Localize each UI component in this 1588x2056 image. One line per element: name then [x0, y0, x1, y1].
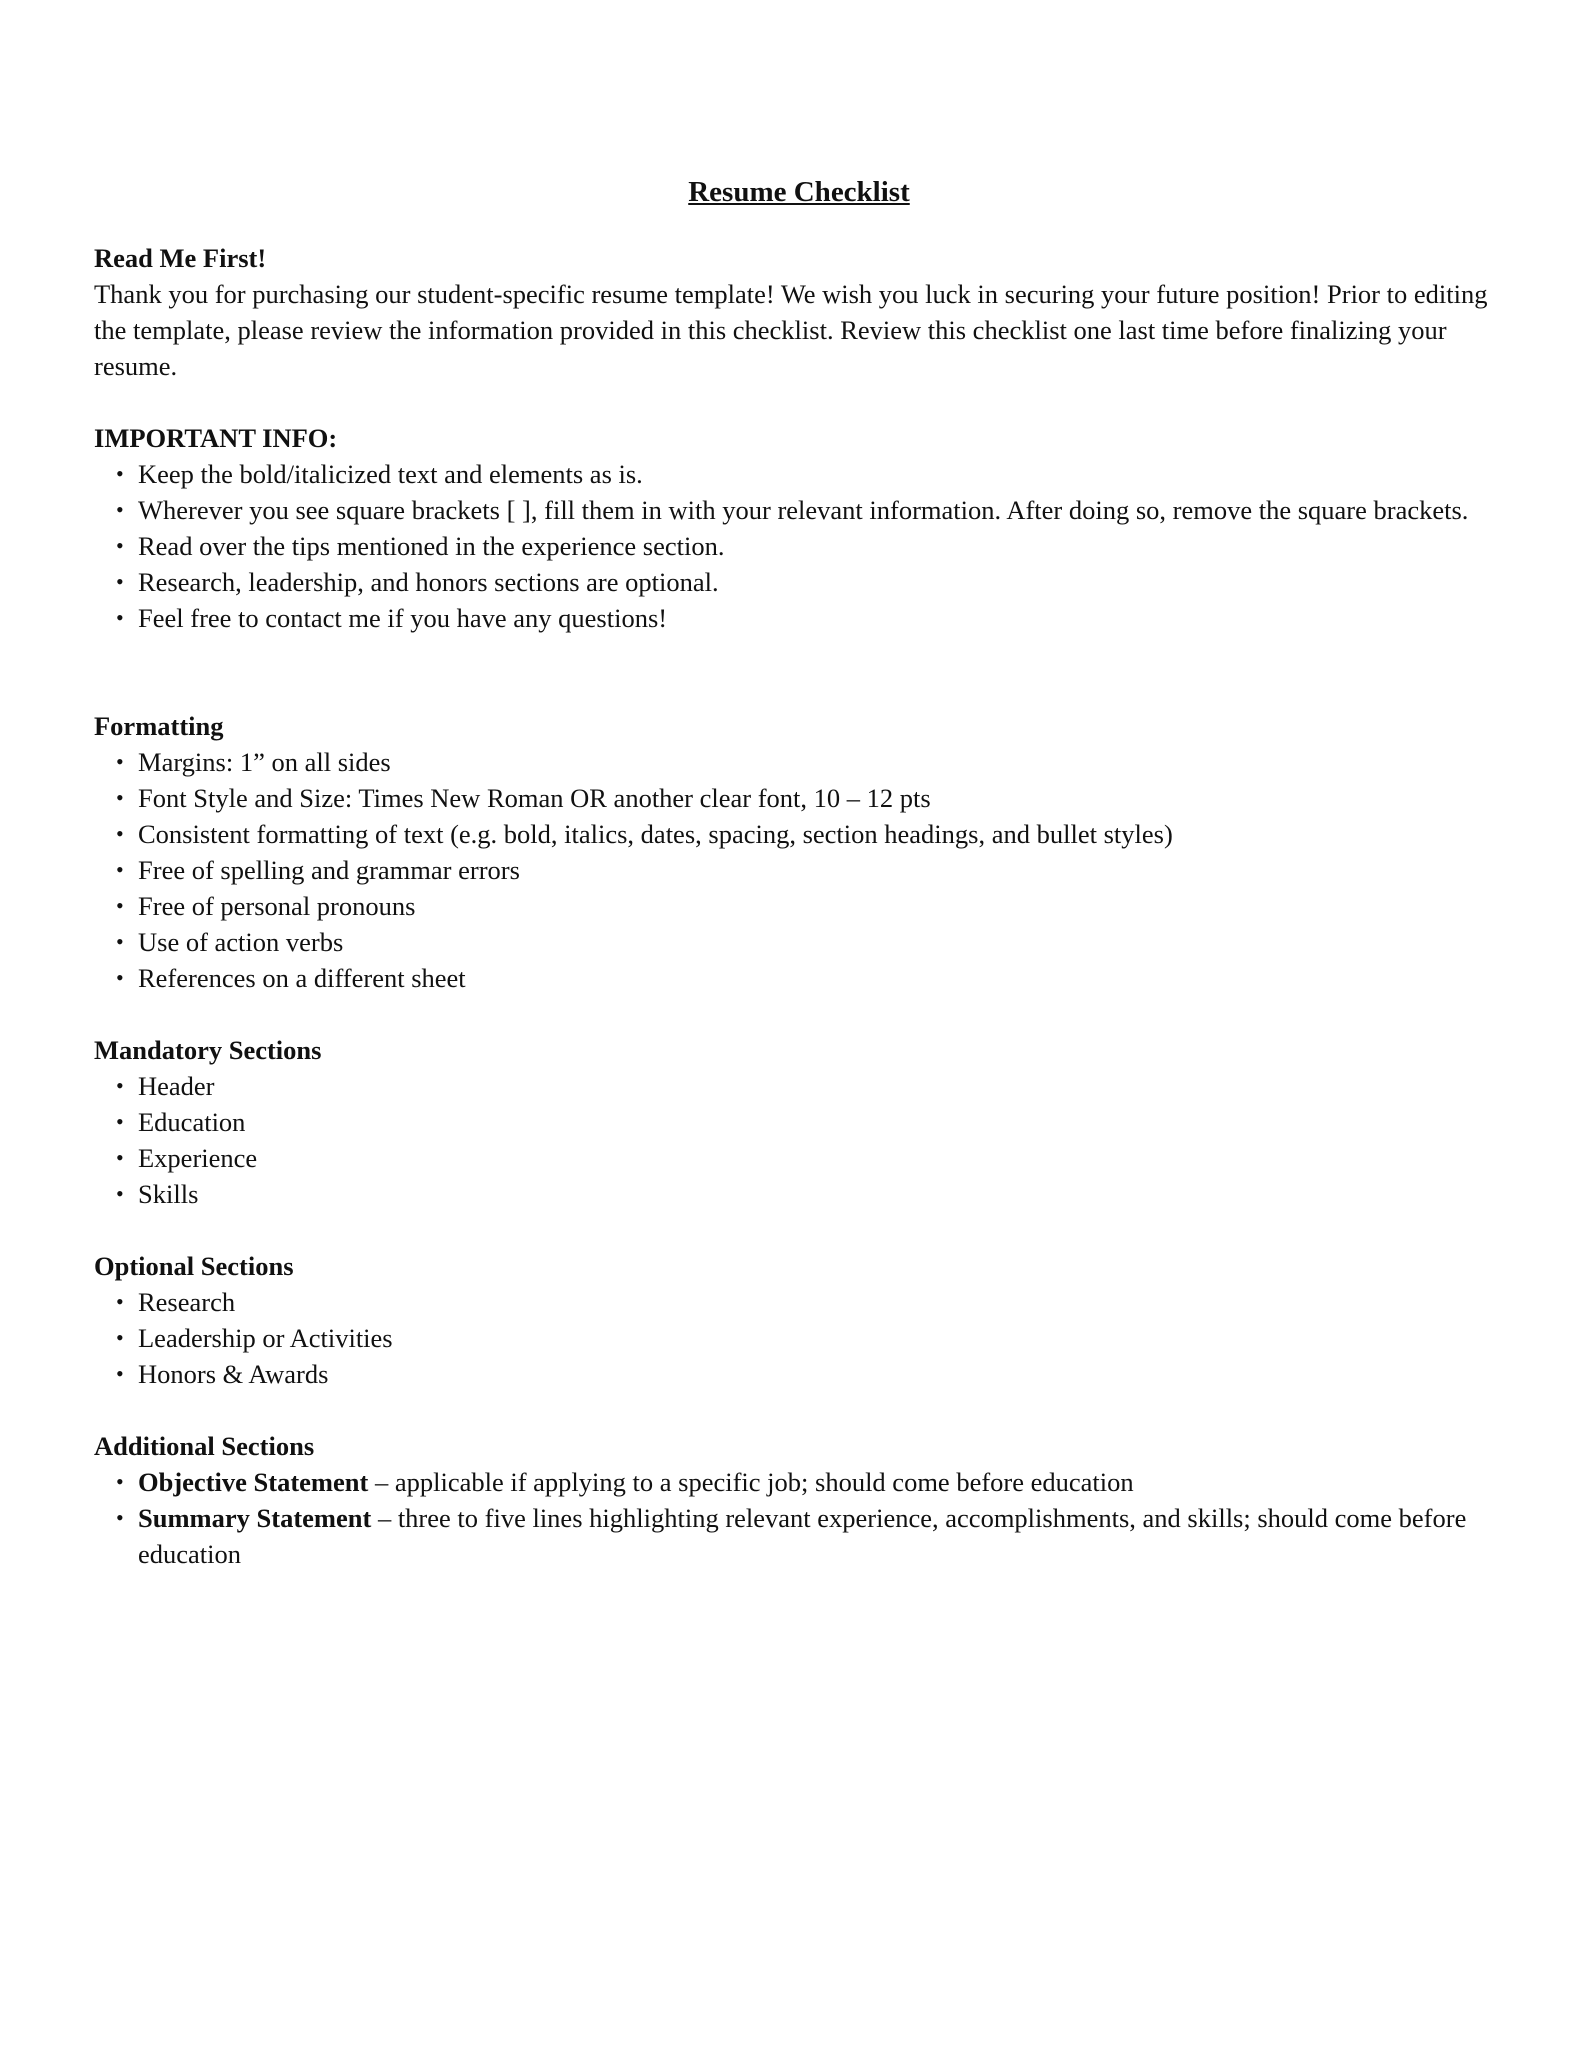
list-item — [94, 1284, 1504, 1320]
bullet-icon: • — [116, 461, 124, 486]
list-item-term: Summary Statement — [138, 1503, 372, 1533]
mandatory-section — [94, 1032, 1504, 1212]
document-content — [94, 172, 1504, 1572]
bullet-icon: • — [116, 1469, 124, 1494]
bullet-icon: • — [116, 1109, 124, 1134]
additional-heading: Additional Sections — [94, 1431, 315, 1461]
formatting-heading: Formatting — [94, 711, 224, 741]
list-item — [94, 888, 1504, 924]
list-item — [94, 1464, 1504, 1500]
list-item — [94, 1320, 1504, 1356]
bullet-icon: • — [116, 965, 124, 990]
important-heading: IMPORTANT INFO: — [94, 423, 338, 453]
formatting-list — [94, 744, 1504, 996]
list-item-text: Margins: 1” on all sides — [138, 747, 391, 777]
list-item-text: Leadership or Activities — [138, 1323, 393, 1353]
list-item-text: Header — [138, 1071, 215, 1101]
bullet-icon: • — [116, 1505, 124, 1530]
read-me-paragraph: Thank you for purchasing our student-specific resume template! We wish you luck in securing your future position! Prior to editing the template, please review the information provided in this checklist. Review this checklist one last time before finalizing your resume. — [94, 279, 1488, 381]
list-item — [94, 492, 1504, 528]
list-item-text: Research — [138, 1287, 236, 1317]
read-me-heading: Read Me First! — [94, 243, 267, 273]
additional-section — [94, 1428, 1504, 1572]
list-item — [94, 1068, 1504, 1104]
bullet-icon: • — [116, 569, 124, 594]
bullet-icon: • — [116, 749, 124, 774]
list-item-text: Education — [138, 1107, 246, 1137]
important-section — [94, 420, 1504, 636]
bullet-icon: • — [116, 1073, 124, 1098]
list-item — [94, 924, 1504, 960]
list-item-text: Keep the bold/italicized text and elements as is. — [138, 459, 643, 489]
bullet-icon: • — [116, 1181, 124, 1206]
additional-list — [94, 1464, 1504, 1572]
read-me-section — [94, 240, 1504, 384]
list-item — [94, 1176, 1504, 1212]
list-item-term: Objective Statement — [138, 1467, 369, 1497]
list-item-text: References on a different sheet — [138, 963, 466, 993]
list-item — [94, 600, 1504, 636]
list-item — [94, 1140, 1504, 1176]
mandatory-list — [94, 1068, 1504, 1212]
list-item — [94, 780, 1504, 816]
list-item — [94, 1500, 1504, 1572]
bullet-icon: • — [116, 1325, 124, 1350]
list-item — [94, 960, 1504, 996]
optional-heading: Optional Sections — [94, 1251, 294, 1281]
optional-section — [94, 1248, 1504, 1392]
list-item-text: Free of spelling and grammar errors — [138, 855, 520, 885]
important-list — [94, 456, 1504, 636]
list-item-text: Experience — [138, 1143, 258, 1173]
bullet-icon: • — [116, 785, 124, 810]
bullet-icon: • — [116, 893, 124, 918]
list-item — [94, 852, 1504, 888]
list-item-text: Read over the tips mentioned in the experience section. — [138, 531, 725, 561]
list-item-text: Research, leadership, and honors sections are optional. — [138, 567, 719, 597]
bullet-icon: • — [116, 929, 124, 954]
list-item — [94, 528, 1504, 564]
list-item-text: Use of action verbs — [138, 927, 344, 957]
bullet-icon: • — [116, 497, 124, 522]
list-item-text: – three to five lines highlighting relevant experience, accomplishments, and skills; should come before education — [138, 1503, 1467, 1569]
list-item-text: – applicable if applying to a specific job; should come before education — [368, 1467, 1134, 1497]
page-title: Resume Checklist — [688, 176, 910, 208]
bullet-icon: • — [116, 1289, 124, 1314]
bullet-icon: • — [116, 857, 124, 882]
list-item — [94, 1104, 1504, 1140]
list-item-text: Consistent formatting of text (e.g. bold, italics, dates, spacing, section headings, and bullet styles) — [138, 819, 1173, 849]
list-item-text: Feel free to contact me if you have any questions! — [138, 603, 668, 633]
list-item-text: Font Style and Size: Times New Roman OR another clear font, 10 – 12 pts — [138, 783, 931, 813]
list-item-text: Wherever you see square brackets [ ], fill them in with your relevant information. After doing so, remove the square brackets. — [138, 495, 1469, 525]
list-item — [94, 456, 1504, 492]
bullet-icon: • — [116, 1361, 124, 1386]
list-item-text: Honors & Awards — [138, 1359, 329, 1389]
list-item-text: Free of personal pronouns — [138, 891, 416, 921]
list-item — [94, 1356, 1504, 1392]
optional-list — [94, 1284, 1504, 1392]
bullet-icon: • — [116, 1145, 124, 1170]
bullet-icon: • — [116, 605, 124, 630]
list-item-text: Skills — [138, 1179, 199, 1209]
bullet-icon: • — [116, 533, 124, 558]
mandatory-heading: Mandatory Sections — [94, 1035, 322, 1065]
formatting-section — [94, 708, 1504, 996]
bullet-icon: • — [116, 821, 124, 846]
list-item — [94, 744, 1504, 780]
list-item — [94, 564, 1504, 600]
list-item — [94, 816, 1504, 852]
